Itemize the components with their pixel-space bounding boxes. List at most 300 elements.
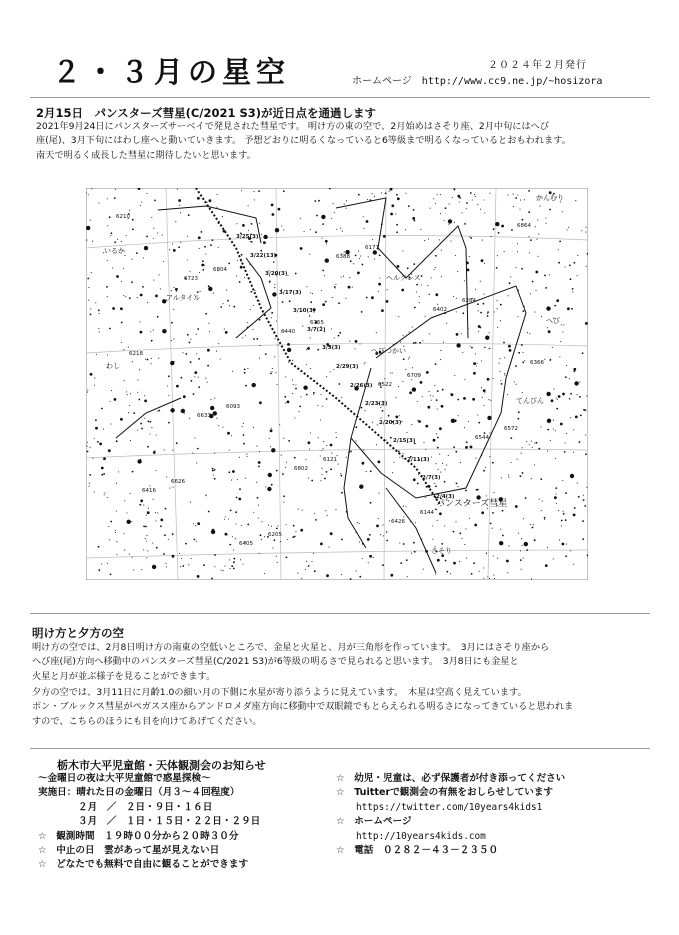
star: [483, 294, 484, 295]
star: [435, 267, 436, 268]
star: [263, 235, 267, 239]
star: [170, 361, 174, 365]
star: [268, 525, 269, 526]
star: [153, 280, 154, 281]
star: [364, 228, 365, 229]
star: [94, 385, 95, 386]
star: [98, 328, 99, 329]
star: [310, 229, 311, 230]
star: [483, 578, 484, 579]
star: [264, 573, 265, 574]
star: [202, 269, 204, 271]
star: [459, 201, 460, 202]
star: [396, 224, 398, 226]
star: [448, 219, 452, 223]
constellation-label: いるか: [104, 247, 125, 255]
star: [310, 337, 311, 338]
star: [171, 340, 172, 341]
star: [414, 307, 416, 309]
star: [179, 205, 180, 206]
star: [458, 415, 459, 416]
star: [565, 376, 567, 378]
star: [476, 365, 477, 366]
star: [462, 212, 463, 213]
star: [362, 558, 363, 559]
star: [427, 285, 428, 286]
star: [232, 470, 235, 473]
star: [378, 518, 379, 519]
star: [400, 562, 402, 564]
star: [521, 545, 522, 546]
comet-date-label: 2/11(3): [407, 457, 430, 463]
star: [244, 277, 245, 278]
star: [306, 286, 307, 287]
star: [412, 387, 416, 391]
star: [314, 513, 315, 514]
star: [435, 203, 436, 204]
star: [95, 302, 96, 303]
star: [250, 241, 251, 242]
star: [146, 540, 147, 541]
constellation-label: かんむり: [536, 194, 564, 202]
star: [486, 495, 487, 496]
star: [577, 483, 578, 484]
star: [545, 287, 547, 289]
star: [321, 450, 322, 451]
star: [422, 396, 423, 397]
star: [252, 383, 256, 387]
star: [522, 472, 524, 474]
star: [335, 509, 336, 510]
star: [230, 510, 232, 512]
star: [497, 300, 498, 301]
star: [344, 204, 345, 205]
star: [259, 451, 260, 452]
star: [574, 507, 576, 509]
star: [325, 240, 328, 243]
star: [407, 267, 409, 269]
comet-date-label: 3/25(3): [236, 234, 259, 240]
star: [444, 220, 445, 221]
star: [152, 565, 156, 569]
star: [483, 303, 485, 305]
star: [460, 462, 461, 463]
star: [286, 462, 287, 463]
star: [573, 429, 574, 430]
star: [468, 421, 469, 422]
star: [453, 562, 456, 565]
star: [425, 425, 428, 428]
star: [270, 373, 272, 375]
star: [315, 231, 317, 233]
star: [315, 519, 317, 521]
star: [434, 385, 435, 386]
star: [190, 339, 191, 340]
star: [515, 197, 517, 199]
star: [559, 356, 560, 357]
star: [549, 274, 550, 275]
ngc-label: 6802: [294, 466, 308, 472]
star: [237, 260, 238, 261]
star: [501, 383, 503, 385]
star: [201, 264, 204, 267]
star: [435, 255, 437, 257]
star: [156, 434, 157, 435]
star: [301, 578, 302, 579]
star: [267, 487, 271, 491]
star: [176, 291, 177, 292]
star: [497, 327, 498, 328]
star: [429, 333, 430, 334]
star: [565, 442, 566, 443]
star: [484, 392, 485, 393]
star: [518, 418, 520, 420]
star: [214, 453, 215, 454]
star: [312, 293, 313, 294]
star: [242, 563, 243, 564]
star: [114, 241, 116, 243]
star: [526, 441, 527, 442]
star: [520, 550, 521, 551]
ngc-label: 6171: [365, 245, 379, 251]
star: [214, 554, 216, 556]
star: [359, 258, 360, 259]
star: [562, 211, 563, 212]
star: [550, 440, 551, 441]
star: [305, 569, 306, 570]
star: [412, 367, 413, 368]
star: [455, 255, 456, 256]
star: [286, 524, 287, 525]
star: [550, 359, 551, 360]
star: [300, 396, 301, 397]
star: [531, 441, 532, 442]
star: [160, 519, 163, 522]
text-line: 座(尾)、3月下旬にはわし座へと動いていきます。 予想どおりに明るくなっていると6等級まで明るくなっているとおもわれます。: [36, 135, 571, 147]
star: [288, 362, 289, 363]
star: [227, 432, 230, 435]
star: [151, 358, 152, 359]
star: [322, 474, 323, 475]
star: [112, 267, 113, 268]
star: [277, 384, 278, 385]
star: [403, 516, 404, 517]
star: [115, 530, 116, 531]
star: [245, 478, 246, 479]
star: [482, 240, 483, 241]
star: [288, 440, 290, 442]
star: [199, 248, 200, 249]
star: [562, 543, 565, 546]
star: [402, 381, 403, 382]
star: [253, 338, 255, 340]
star: [139, 321, 140, 322]
notice-line: ☆ 幼児・児童は、必ず保護者が付き添ってください: [336, 773, 566, 784]
star: [341, 276, 342, 277]
star: [506, 560, 509, 563]
star: [305, 459, 306, 460]
star: [169, 488, 170, 489]
star: [157, 316, 159, 318]
star: [520, 559, 522, 561]
star: [337, 455, 338, 456]
star: [235, 523, 236, 524]
star: [338, 335, 340, 337]
star: [382, 564, 384, 566]
star: [265, 353, 267, 355]
star: [471, 573, 473, 575]
star: [124, 380, 125, 381]
star: [352, 287, 353, 288]
star: [89, 447, 90, 448]
star: [229, 544, 231, 546]
star: [109, 216, 111, 218]
star: [149, 485, 150, 486]
constellation-label: へびつかい: [371, 347, 406, 355]
star: [372, 239, 373, 240]
star: [366, 297, 368, 299]
star: [381, 309, 384, 312]
star: [263, 241, 266, 244]
star: [401, 421, 402, 422]
homepage-url[interactable]: ホームページ http://www.cc9.ne.jp/~hosizora: [352, 76, 603, 87]
ngc-label: 6544: [475, 435, 489, 441]
star: [484, 405, 485, 406]
star: [107, 198, 108, 199]
star: [565, 519, 567, 521]
star: [555, 487, 557, 489]
star: [253, 305, 254, 306]
star: [213, 411, 217, 415]
star: [495, 222, 499, 226]
star: [239, 281, 241, 283]
star: [145, 359, 146, 360]
star: [244, 369, 246, 371]
star: [478, 422, 480, 424]
star: [111, 390, 112, 391]
star: [422, 340, 423, 341]
comet-date-label: 3/20(3): [265, 271, 288, 277]
star: [465, 446, 468, 449]
star: [196, 462, 197, 463]
star: [196, 353, 197, 354]
star: [95, 427, 98, 430]
star: [350, 451, 352, 453]
star: [464, 427, 465, 428]
star: [276, 528, 278, 530]
star: [338, 464, 339, 465]
star: [160, 525, 162, 527]
star: [403, 358, 405, 360]
star: [330, 444, 333, 447]
star: [250, 309, 251, 310]
star: [143, 257, 144, 258]
star: [258, 466, 260, 468]
star: [154, 200, 156, 202]
star: [499, 363, 500, 364]
star: [132, 557, 133, 558]
star: [309, 254, 310, 255]
star: [95, 419, 97, 421]
star: [321, 215, 325, 219]
star: [185, 543, 187, 545]
star: [185, 353, 187, 355]
star: [378, 461, 381, 464]
star: [182, 352, 183, 353]
star: [585, 453, 587, 455]
star: [406, 432, 407, 433]
star: [529, 333, 530, 334]
star: [484, 212, 485, 213]
star: [359, 542, 360, 543]
star: [541, 510, 542, 511]
star: [277, 525, 278, 526]
star: [92, 241, 93, 242]
website-url[interactable]: http://10years4kids.com: [356, 830, 486, 842]
star: [242, 337, 243, 338]
star: [508, 295, 509, 296]
star: [424, 240, 425, 241]
star: [264, 536, 265, 537]
notice-line: ～金曜日の夜は大平児童館で惑星探検～: [38, 773, 211, 784]
star: [156, 470, 157, 471]
star: [345, 298, 346, 299]
star: [437, 559, 440, 562]
star: [103, 429, 104, 430]
star: [152, 543, 153, 544]
star: [538, 448, 540, 450]
star: [493, 228, 495, 230]
star: [586, 227, 587, 228]
star: [325, 301, 327, 303]
star: [390, 372, 391, 373]
star: [252, 329, 253, 330]
star: [425, 449, 426, 450]
star: [110, 574, 112, 576]
notice-line: ３月 ／ １日・１５日・２２日・２９日: [78, 816, 261, 828]
star: [417, 483, 419, 485]
star: [462, 352, 463, 353]
notice-line: ☆ どなたでも無料で自由に観ることができます: [38, 859, 249, 871]
star: [180, 566, 181, 567]
star: [364, 410, 365, 411]
star: [165, 508, 167, 510]
star: [488, 348, 489, 349]
star: [515, 365, 517, 367]
star: [379, 277, 380, 278]
star: [176, 385, 179, 388]
star: [282, 473, 284, 475]
star: [295, 384, 296, 385]
star: [570, 550, 571, 551]
star: [248, 230, 249, 231]
star: [467, 269, 470, 272]
text-line: 夕方の空では、3月11日に月齢1.0の細い月の下側に水星が寄り添うように見えています。 木星は空高く見えています。: [32, 687, 527, 698]
star: [405, 193, 406, 194]
star: [192, 453, 193, 454]
star: [479, 327, 481, 329]
star: [485, 336, 489, 340]
star: [501, 225, 504, 228]
star: [559, 540, 560, 541]
star: [553, 558, 554, 559]
star: [407, 576, 408, 577]
star: [194, 376, 195, 377]
star: [376, 525, 379, 528]
star: [433, 439, 436, 442]
star: [151, 217, 152, 218]
ngc-label: 6093: [226, 404, 240, 410]
star: [222, 303, 223, 304]
comet-date-label: 3/3(3): [322, 345, 341, 351]
star: [140, 205, 141, 206]
star: [487, 311, 489, 313]
star: [341, 539, 343, 541]
star: [573, 564, 574, 565]
star: [507, 195, 508, 196]
star: [471, 347, 473, 349]
star: [341, 475, 343, 477]
star: [466, 208, 467, 209]
ngc-label: 6522: [378, 382, 392, 388]
star: [231, 480, 232, 481]
star: [212, 470, 214, 472]
star: [173, 338, 174, 339]
phone-number: ☆ 電話 ０２８２－４３－２３５０: [336, 845, 499, 857]
star: [120, 418, 123, 421]
star: [269, 282, 270, 283]
star: [140, 423, 142, 425]
star: [284, 396, 286, 398]
star: [259, 401, 262, 404]
star: [521, 344, 523, 346]
star: [233, 558, 235, 560]
star: [547, 451, 548, 452]
star: [461, 538, 462, 539]
star: [361, 311, 363, 313]
star: [399, 457, 400, 458]
star: [578, 496, 580, 498]
star: [132, 471, 134, 473]
star: [297, 573, 298, 574]
star: [204, 246, 206, 248]
star: [343, 276, 344, 277]
star: [553, 389, 554, 390]
star: [370, 502, 372, 504]
star: [383, 535, 384, 536]
star: [116, 510, 117, 511]
star: [271, 317, 272, 318]
star: [385, 193, 387, 195]
star: [396, 194, 398, 196]
star: [409, 332, 410, 333]
star: [457, 399, 459, 401]
star: [166, 566, 167, 567]
star: [147, 550, 148, 551]
star: [218, 343, 219, 344]
star: [139, 369, 140, 370]
star: [366, 471, 367, 472]
star: [481, 360, 482, 361]
star: [354, 348, 355, 349]
star: [172, 244, 173, 245]
star: [533, 524, 534, 525]
star: [306, 364, 307, 365]
star: [243, 423, 244, 424]
star: [469, 518, 470, 519]
star: [439, 512, 442, 515]
twitter-url[interactable]: https://twitter.com/10years4kids1: [356, 801, 543, 813]
